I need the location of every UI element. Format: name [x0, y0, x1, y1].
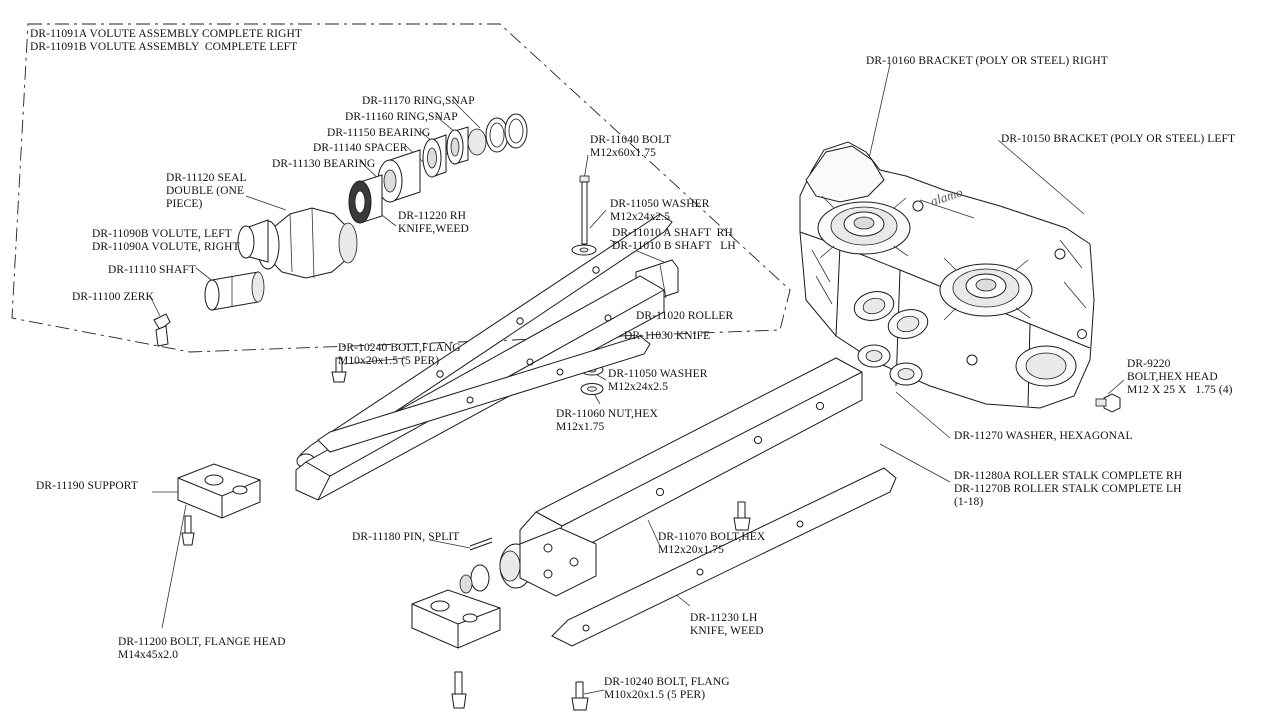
label-shaft-11010: DR-11010 A SHAFT RH DR-11010 B SHAFT LH	[612, 227, 736, 252]
label-bearing-11150: DR-11150 BEARING	[327, 127, 431, 139]
label-bolt-11040: DR-11040 BOLT M12x60x1.75	[590, 134, 672, 159]
label-bracket-right: DR-10160 BRACKET (POLY OR STEEL) RIGHT	[866, 55, 1108, 67]
label-washer-11050-mid: DR-11050 WASHER M12x24x2.5	[608, 368, 708, 393]
support-11190	[178, 464, 260, 545]
label-ring-snap-11160: DR-11160 RING,SNAP	[345, 111, 458, 123]
support-block-lower	[412, 590, 500, 708]
label-bracket-left: DR-10150 BRACKET (POLY OR STEEL) LEFT	[1001, 133, 1236, 145]
pin-split-11180	[470, 538, 492, 550]
label-shaft-11110: DR-11110 SHAFT	[108, 264, 196, 276]
label-bearing-11130: DR-11130 BEARING	[272, 158, 376, 170]
label-bolt-flang-10240-lower: DR-10240 BOLT, FLANG M10x20x1.5 (5 PER)	[604, 676, 730, 701]
label-knife-weed-11220: DR-11220 RH KNIFE,WEED	[398, 210, 469, 235]
shaft-11110	[205, 272, 264, 310]
label-ring-snap-11170: DR-11170 RING,SNAP	[362, 95, 475, 107]
bolt-11040	[572, 176, 596, 255]
label-knife-weed-11230: DR-11230 LH KNIFE, WEED	[690, 612, 764, 637]
label-pin-split-11180: DR-11180 PIN, SPLIT	[352, 531, 460, 543]
volute-body	[238, 208, 357, 278]
label-volute-assembly: DR-11091A VOLUTE ASSEMBLY COMPLETE RIGHT DR-11091B VOLUTE ASSEMBLY COMPLETE LEFT	[30, 28, 303, 53]
label-support-11190: DR-11190 SUPPORT	[36, 480, 138, 492]
label-washer-11050-top: DR-11050 WASHER M12x24x2.5	[610, 198, 710, 223]
brand-logo-text: alamo	[928, 184, 965, 209]
label-roller-stalk: DR-11280A ROLLER STALK COMPLETE RH DR-11270B ROLLER STALK COMPLETE LH (1-18)	[954, 470, 1183, 508]
label-zerk-11100: DR-11100 ZERK	[72, 291, 154, 303]
zerk-11100	[154, 314, 170, 346]
label-bolt-flange-head-11200: DR-11200 BOLT, FLANGE HEAD M14x45x2.0	[118, 636, 286, 661]
label-seal-11120: DR-11120 SEAL DOUBLE (ONE PIECE)	[166, 172, 247, 210]
label-bolt-hex-9220: DR-9220 BOLT,HEX HEAD M12 X 25 X 1.75 (4)	[1127, 358, 1233, 396]
label-spacer-11140: DR-11140 SPACER	[313, 142, 408, 154]
label-washer-hex-11270: DR-11270 WASHER, HEXAGONAL	[954, 430, 1133, 442]
label-roller-11020: DR-11020 ROLLER	[636, 310, 734, 322]
label-bolt-hex-11070: DR-11070 BOLT,HEX M12x20x1.75	[658, 531, 766, 556]
label-bolt-flang-10240-upper: DR-10240 BOLT,FLANG M10x20x1.5 (5 PER)	[338, 342, 461, 367]
hex-bolt-9220	[1096, 394, 1120, 412]
label-volute-11090: DR-11090B VOLUTE, LEFT DR-11090A VOLUTE, RIGHT	[92, 228, 240, 253]
label-nut-hex-11060: DR-11060 NUT,HEX M12x1.75	[556, 408, 658, 433]
label-knife-11030: DR-11030 KNIFE	[624, 330, 711, 342]
